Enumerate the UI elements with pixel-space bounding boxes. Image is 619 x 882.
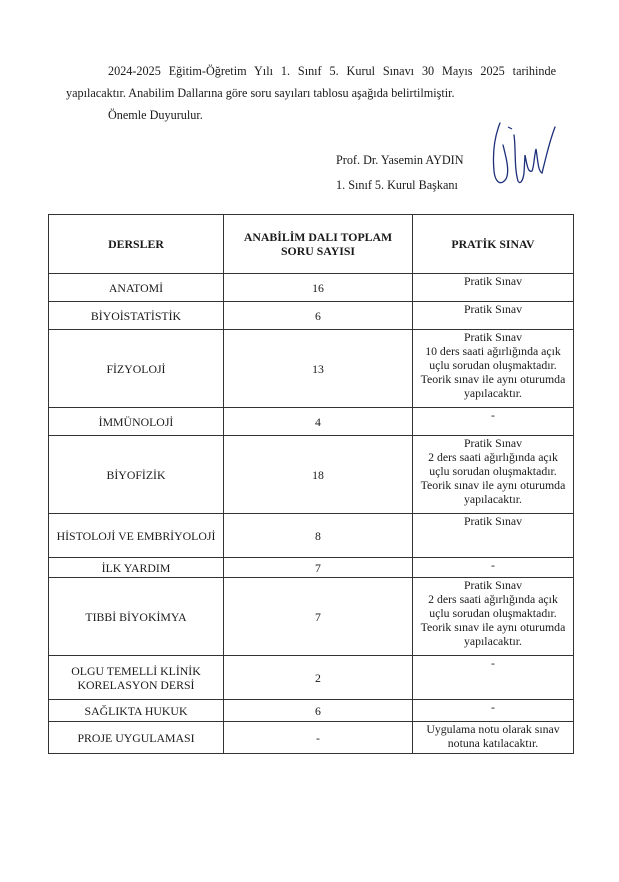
table-row	[49, 558, 574, 578]
question-count-cell: 6	[224, 302, 413, 330]
practical-exam-cell: -	[413, 656, 574, 700]
question-count-cell: 18	[224, 436, 413, 514]
course-cell: OLGU TEMELLİ KLİNİK KORELASYON DERSİ	[49, 656, 224, 700]
signatory-block	[336, 148, 464, 198]
question-count-table	[48, 214, 574, 754]
announcement-closing: Önemle Duyurulur.	[108, 108, 203, 122]
course-cell: TIBBİ BİYOKİMYA	[49, 578, 224, 656]
table-row	[49, 330, 574, 408]
practical-exam-cell: Pratik Sınav 2 ders saati ağırlığında açık uçlu sorudan oluşmaktadır. Teorik sınav ile aynı oturumda yapılacaktır.	[413, 578, 574, 656]
signatory-name: Prof. Dr. Yasemin AYDIN	[336, 153, 464, 167]
practical-exam-cell: Uygulama notu olarak sınav notuna katılacaktır.	[413, 722, 574, 754]
header-question-count: ANABİLİM DALI TOPLAM SORU SAYISI	[224, 215, 413, 274]
course-cell: HİSTOLOJİ VE EMBRİYOLOJİ	[49, 514, 224, 558]
practical-exam-cell: Pratik Sınav	[413, 302, 574, 330]
table-row	[49, 700, 574, 722]
table-header-row	[49, 215, 574, 274]
question-count-cell: 13	[224, 330, 413, 408]
practical-exam-cell: -	[413, 700, 574, 722]
table-row	[49, 274, 574, 302]
course-cell: ANATOMİ	[49, 274, 224, 302]
announcement-paragraph: 2024-2025 Eğitim-Öğretim Yılı 1. Sınıf 5. Kurul Sınavı 30 Mayıs 2025 tarihinde yapılacaktır. Anabilim Dallarına göre soru sayıları tablosu aşağıda belirtilmiştir.	[66, 64, 556, 100]
practical-exam-cell: -	[413, 558, 574, 578]
table-row	[49, 722, 574, 754]
question-count-cell: 2	[224, 656, 413, 700]
question-count-cell: 16	[224, 274, 413, 302]
question-count-cell: 6	[224, 700, 413, 722]
question-count-cell: -	[224, 722, 413, 754]
course-cell: BİYOİSTATİSTİK	[49, 302, 224, 330]
table-row	[49, 578, 574, 656]
practical-exam-cell: Pratik Sınav 10 ders saati ağırlığında açık uçlu sorudan oluşmaktadır. Teorik sınav ile aynı oturumda yapılacaktır.	[413, 330, 574, 408]
course-cell: SAĞLIKTA HUKUK	[49, 700, 224, 722]
table-row	[49, 302, 574, 330]
table-row	[49, 436, 574, 514]
practical-exam-cell: Pratik Sınav 2 ders saati ağırlığında açık uçlu sorudan oluşmaktadır. Teorik sınav ile aynı oturumda yapılacaktır.	[413, 436, 574, 514]
question-count-cell: 8	[224, 514, 413, 558]
table-row	[49, 408, 574, 436]
question-count-cell: 7	[224, 558, 413, 578]
course-cell: İMMÜNOLOJİ	[49, 408, 224, 436]
header-courses: DERSLER	[49, 215, 224, 274]
question-count-cell: 7	[224, 578, 413, 656]
table-row	[49, 656, 574, 700]
practical-exam-cell: Pratik Sınav	[413, 514, 574, 558]
signatory-title: 1. Sınıf 5. Kurul Başkanı	[336, 178, 458, 192]
course-cell: FİZYOLOJİ	[49, 330, 224, 408]
practical-exam-cell: -	[413, 408, 574, 436]
table-row	[49, 514, 574, 558]
practical-exam-cell: Pratik Sınav	[413, 274, 574, 302]
course-cell: İLK YARDIM	[49, 558, 224, 578]
course-cell: BİYOFİZİK	[49, 436, 224, 514]
course-cell: PROJE UYGULAMASI	[49, 722, 224, 754]
header-practical-exam: PRATİK SINAV	[413, 215, 574, 274]
question-count-cell: 4	[224, 408, 413, 436]
handwritten-signature	[470, 115, 565, 200]
